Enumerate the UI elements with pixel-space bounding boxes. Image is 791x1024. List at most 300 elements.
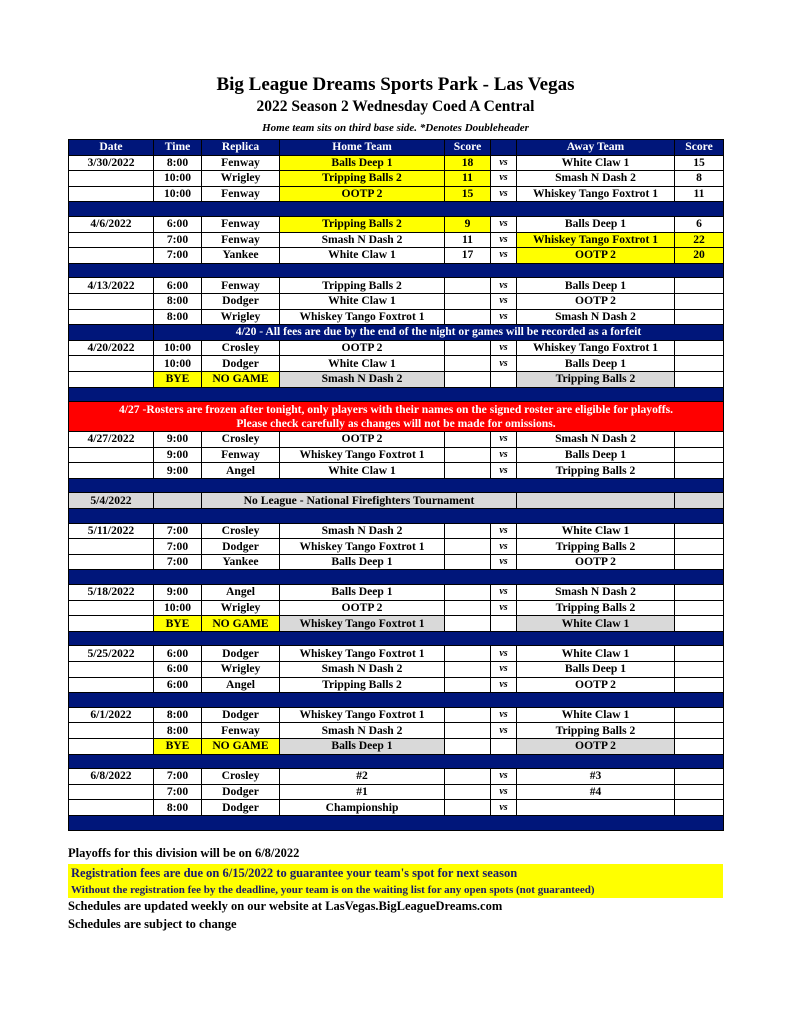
home-team-cell: Smash N Dash 2 — [280, 232, 445, 248]
spacer-row — [69, 815, 724, 830]
blank-cell — [517, 493, 675, 509]
replica-cell: Wrigley — [202, 600, 280, 616]
game-row — [69, 723, 724, 739]
vs-cell: vs — [491, 309, 517, 325]
alert-line-2: Please check carefully as changes will not be made for omissions. — [236, 416, 556, 430]
date-cell — [69, 463, 154, 479]
time-cell: 9:00 — [154, 432, 202, 448]
blank-cell — [154, 493, 202, 509]
home-team-cell: OOTP 2 — [280, 432, 445, 448]
col-header-replica: Replica — [202, 140, 280, 156]
blank-cell — [491, 616, 517, 632]
home-score-cell: 9 — [445, 216, 491, 232]
replica-cell: Dodger — [202, 784, 280, 800]
replica-cell: Dodger — [202, 539, 280, 555]
time-cell: 7:00 — [154, 232, 202, 248]
away-score-cell — [675, 447, 724, 463]
game-row — [69, 432, 724, 448]
replica-cell: Crosley — [202, 340, 280, 356]
spacer-row — [69, 202, 724, 217]
away-team-cell: Tripping Balls 2 — [517, 600, 675, 616]
blank-cell — [675, 371, 724, 387]
home-team-cell: Whiskey Tango Foxtrot 1 — [280, 646, 445, 662]
home-score-cell — [445, 723, 491, 739]
vs-cell: vs — [491, 293, 517, 309]
game-row — [69, 769, 724, 785]
game-row — [69, 216, 724, 232]
home-team-cell: Balls Deep 1 — [280, 155, 445, 171]
game-row — [69, 171, 724, 187]
date-cell: 5/25/2022 — [69, 646, 154, 662]
date-cell: 5/18/2022 — [69, 585, 154, 601]
col-header-vs — [491, 140, 517, 156]
replica-cell: Fenway — [202, 278, 280, 294]
col-header-away-score: Score — [675, 140, 724, 156]
time-cell: 6:00 — [154, 278, 202, 294]
time-cell: 7:00 — [154, 784, 202, 800]
home-score-cell: 17 — [445, 248, 491, 264]
time-cell: 7:00 — [154, 523, 202, 539]
blank-cell — [491, 371, 517, 387]
time-cell: 8:00 — [154, 309, 202, 325]
away-team-cell: Balls Deep 1 — [517, 356, 675, 372]
replica-cell: Wrigley — [202, 662, 280, 678]
game-row — [69, 646, 724, 662]
time-cell: 10:00 — [154, 356, 202, 372]
time-cell: 9:00 — [154, 463, 202, 479]
game-row — [69, 278, 724, 294]
date-cell: 4/6/2022 — [69, 216, 154, 232]
vs-cell: vs — [491, 232, 517, 248]
away-score-cell — [675, 309, 724, 325]
date-cell — [69, 356, 154, 372]
away-score-cell: 11 — [675, 186, 724, 202]
replica-cell: Fenway — [202, 186, 280, 202]
time-cell: 6:00 — [154, 646, 202, 662]
home-score-cell — [445, 523, 491, 539]
bye-label: BYE — [154, 371, 202, 387]
no-game-label: NO GAME — [202, 371, 280, 387]
away-score-cell — [675, 662, 724, 678]
spacer-row — [69, 509, 724, 524]
date-cell — [69, 662, 154, 678]
time-cell: 9:00 — [154, 447, 202, 463]
home-score-cell — [445, 646, 491, 662]
col-header-home-score: Score — [445, 140, 491, 156]
bye-row — [69, 738, 724, 754]
home-score-cell — [445, 769, 491, 785]
time-cell: 9:00 — [154, 585, 202, 601]
replica-cell: Angel — [202, 585, 280, 601]
time-cell: 7:00 — [154, 539, 202, 555]
blank-cell — [675, 616, 724, 632]
vs-cell: vs — [491, 769, 517, 785]
home-score-cell — [445, 356, 491, 372]
spacer-cell — [69, 387, 724, 402]
bye-team: OOTP 2 — [517, 738, 675, 754]
away-score-cell — [675, 278, 724, 294]
away-team-cell: White Claw 1 — [517, 523, 675, 539]
replica-cell: Fenway — [202, 232, 280, 248]
date-cell — [69, 800, 154, 816]
away-team-cell: Smash N Dash 2 — [517, 432, 675, 448]
away-team-cell: White Claw 1 — [517, 646, 675, 662]
home-score-cell — [445, 707, 491, 723]
away-score-cell: 22 — [675, 232, 724, 248]
away-score-cell: 20 — [675, 248, 724, 264]
vs-cell: vs — [491, 186, 517, 202]
replica-cell: Fenway — [202, 447, 280, 463]
home-score-cell — [445, 293, 491, 309]
time-cell: 10:00 — [154, 171, 202, 187]
game-row — [69, 309, 724, 325]
vs-cell: vs — [491, 356, 517, 372]
away-score-cell: 6 — [675, 216, 724, 232]
vs-cell: vs — [491, 216, 517, 232]
vs-cell: vs — [491, 585, 517, 601]
vs-cell: vs — [491, 340, 517, 356]
home-team-cell: Whiskey Tango Foxtrot 1 — [280, 707, 445, 723]
away-team-cell: Balls Deep 1 — [517, 278, 675, 294]
away-team-cell: Balls Deep 1 — [517, 447, 675, 463]
away-score-cell — [675, 539, 724, 555]
bye-team: White Claw 1 — [517, 616, 675, 632]
home-team-cell: OOTP 2 — [280, 600, 445, 616]
spacer-cell — [69, 570, 724, 585]
away-score-cell — [675, 677, 724, 693]
spacer-row — [69, 570, 724, 585]
game-row — [69, 585, 724, 601]
time-cell: 8:00 — [154, 723, 202, 739]
date-cell: 3/30/2022 — [69, 155, 154, 171]
date-cell — [69, 171, 154, 187]
away-score-cell — [675, 723, 724, 739]
away-team-cell: OOTP 2 — [517, 293, 675, 309]
date-cell — [69, 186, 154, 202]
home-team-cell: Whiskey Tango Foxtrot 1 — [280, 447, 445, 463]
away-score-cell — [675, 769, 724, 785]
away-team-cell: Whiskey Tango Foxtrot 1 — [517, 340, 675, 356]
blank-cell — [445, 616, 491, 632]
home-team-cell: Tripping Balls 2 — [280, 171, 445, 187]
away-score-cell — [675, 800, 724, 816]
spacer-cell — [69, 815, 724, 830]
home-team-cell: Tripping Balls 2 — [280, 677, 445, 693]
home-team-cell: White Claw 1 — [280, 463, 445, 479]
replica-cell: Dodger — [202, 356, 280, 372]
schedule-table — [68, 139, 724, 831]
date-cell: 6/1/2022 — [69, 707, 154, 723]
home-score-cell — [445, 447, 491, 463]
away-team-cell: Balls Deep 1 — [517, 662, 675, 678]
away-team-cell: OOTP 2 — [517, 554, 675, 570]
replica-cell: Dodger — [202, 293, 280, 309]
home-score-cell: 11 — [445, 232, 491, 248]
replica-cell: Yankee — [202, 554, 280, 570]
blank-cell — [675, 493, 724, 509]
game-row — [69, 539, 724, 555]
spacer-cell — [69, 263, 724, 278]
home-team-cell: Championship — [280, 800, 445, 816]
game-row — [69, 232, 724, 248]
replica-cell: Crosley — [202, 769, 280, 785]
home-score-cell — [445, 585, 491, 601]
date-cell — [69, 723, 154, 739]
time-cell: 6:00 — [154, 677, 202, 693]
spacer-cell — [69, 693, 724, 708]
away-score-cell — [675, 523, 724, 539]
home-score-cell — [445, 800, 491, 816]
bye-team: Balls Deep 1 — [280, 738, 445, 754]
away-team-cell: Smash N Dash 2 — [517, 585, 675, 601]
replica-cell: Dodger — [202, 707, 280, 723]
home-score-cell — [445, 662, 491, 678]
blank-cell — [491, 738, 517, 754]
game-row — [69, 356, 724, 372]
away-team-cell: Whiskey Tango Foxtrot 1 — [517, 232, 675, 248]
away-score-cell — [675, 432, 724, 448]
date-cell — [69, 600, 154, 616]
vs-cell: vs — [491, 723, 517, 739]
away-team-cell: Tripping Balls 2 — [517, 463, 675, 479]
home-score-cell — [445, 784, 491, 800]
vs-cell: vs — [491, 707, 517, 723]
home-team-cell: OOTP 2 — [280, 186, 445, 202]
spacer-cell — [69, 202, 724, 217]
subject-to-change-note: Schedules are subject to change — [68, 917, 237, 931]
replica-cell: Fenway — [202, 155, 280, 171]
vs-cell: vs — [491, 784, 517, 800]
home-team-cell: White Claw 1 — [280, 356, 445, 372]
game-row — [69, 447, 724, 463]
away-team-cell: White Claw 1 — [517, 155, 675, 171]
replica-cell: Yankee — [202, 248, 280, 264]
date-cell: 4/20/2022 — [69, 340, 154, 356]
away-team-cell: OOTP 2 — [517, 248, 675, 264]
time-cell: 8:00 — [154, 707, 202, 723]
home-score-cell — [445, 278, 491, 294]
game-row — [69, 155, 724, 171]
home-team-cell: Smash N Dash 2 — [280, 662, 445, 678]
away-team-cell: Balls Deep 1 — [517, 216, 675, 232]
vs-cell: vs — [491, 800, 517, 816]
away-team-cell: #4 — [517, 784, 675, 800]
away-score-cell — [675, 293, 724, 309]
date-cell — [69, 371, 154, 387]
date-cell: 4/27/2022 — [69, 432, 154, 448]
vs-cell: vs — [491, 677, 517, 693]
bye-team: Whiskey Tango Foxtrot 1 — [280, 616, 445, 632]
home-score-cell — [445, 309, 491, 325]
home-score-cell: 11 — [445, 171, 491, 187]
table-header-row — [69, 140, 724, 156]
vs-cell: vs — [491, 248, 517, 264]
home-score-cell — [445, 539, 491, 555]
page-note: Home team sits on third base side. *Denotes Doubleheader — [262, 122, 529, 134]
vs-cell: vs — [491, 171, 517, 187]
blank-cell — [445, 371, 491, 387]
spacer-row — [69, 387, 724, 402]
col-header-home-team: Home Team — [280, 140, 445, 156]
date-cell: 4/13/2022 — [69, 278, 154, 294]
date-cell — [69, 677, 154, 693]
no-league-text: No League - National Firefighters Tournament — [202, 493, 517, 509]
time-cell: 8:00 — [154, 800, 202, 816]
home-team-cell: Balls Deep 1 — [280, 554, 445, 570]
game-row — [69, 800, 724, 816]
replica-cell: Angel — [202, 463, 280, 479]
spacer-cell — [69, 631, 724, 646]
spacer-row — [69, 754, 724, 769]
spacer-cell — [69, 754, 724, 769]
alert-row — [69, 402, 724, 432]
game-row — [69, 463, 724, 479]
away-score-cell — [675, 585, 724, 601]
away-team-cell: Tripping Balls 2 — [517, 723, 675, 739]
replica-cell: Crosley — [202, 432, 280, 448]
registration-note: Registration fees are due on 6/15/2022 to guarantee your team's spot for next season — [68, 864, 723, 883]
date-cell — [69, 447, 154, 463]
col-header-date: Date — [69, 140, 154, 156]
website-note: Schedules are updated weekly on our website at LasVegas.BigLeagueDreams.com — [68, 899, 503, 913]
home-team-cell: OOTP 2 — [280, 340, 445, 356]
away-score-cell: 8 — [675, 171, 724, 187]
away-team-cell: OOTP 2 — [517, 677, 675, 693]
replica-cell: Dodger — [202, 800, 280, 816]
notice-blank-cell — [69, 325, 154, 341]
home-team-cell: Smash N Dash 2 — [280, 523, 445, 539]
bye-label: BYE — [154, 738, 202, 754]
home-team-cell: Whiskey Tango Foxtrot 1 — [280, 309, 445, 325]
away-team-cell: Whiskey Tango Foxtrot 1 — [517, 186, 675, 202]
alert-cell — [69, 402, 724, 432]
home-score-cell — [445, 600, 491, 616]
date-cell — [69, 616, 154, 632]
spacer-cell — [69, 478, 724, 493]
home-score-cell — [445, 677, 491, 693]
spacer-row — [69, 478, 724, 493]
time-cell: 7:00 — [154, 769, 202, 785]
away-score-cell — [675, 784, 724, 800]
date-cell — [69, 309, 154, 325]
vs-cell: vs — [491, 646, 517, 662]
away-score-cell — [675, 600, 724, 616]
replica-cell: Wrigley — [202, 309, 280, 325]
game-row — [69, 600, 724, 616]
home-score-cell — [445, 554, 491, 570]
home-score-cell — [445, 340, 491, 356]
date-cell — [69, 248, 154, 264]
home-team-cell: White Claw 1 — [280, 293, 445, 309]
bye-team: Tripping Balls 2 — [517, 371, 675, 387]
bye-row — [69, 616, 724, 632]
game-row — [69, 523, 724, 539]
time-cell: 7:00 — [154, 554, 202, 570]
away-team-cell: #3 — [517, 769, 675, 785]
time-cell: 10:00 — [154, 186, 202, 202]
col-header-time: Time — [154, 140, 202, 156]
vs-cell: vs — [491, 523, 517, 539]
spacer-row — [69, 693, 724, 708]
date-cell — [69, 293, 154, 309]
home-team-cell: Tripping Balls 2 — [280, 216, 445, 232]
away-team-cell: Tripping Balls 2 — [517, 539, 675, 555]
away-score-cell — [675, 646, 724, 662]
game-row — [69, 707, 724, 723]
game-row — [69, 677, 724, 693]
vs-cell: vs — [491, 278, 517, 294]
time-cell: 10:00 — [154, 600, 202, 616]
date-cell: 6/8/2022 — [69, 769, 154, 785]
time-cell: 7:00 — [154, 248, 202, 264]
no-league-row — [69, 493, 724, 509]
replica-cell: Crosley — [202, 523, 280, 539]
home-team-cell: Smash N Dash 2 — [280, 723, 445, 739]
bye-label: BYE — [154, 616, 202, 632]
away-score-cell — [675, 340, 724, 356]
home-team-cell: Tripping Balls 2 — [280, 278, 445, 294]
game-row — [69, 293, 724, 309]
bye-team: Smash N Dash 2 — [280, 371, 445, 387]
waiting-list-note: Without the registration fee by the deadline, your team is on the waiting list for any open spots (not guaranteed) — [68, 882, 723, 898]
home-score-cell — [445, 463, 491, 479]
vs-cell: vs — [491, 600, 517, 616]
bye-row — [69, 371, 724, 387]
time-cell: 8:00 — [154, 155, 202, 171]
game-row — [69, 186, 724, 202]
replica-cell: Angel — [202, 677, 280, 693]
away-score-cell — [675, 463, 724, 479]
replica-cell: Fenway — [202, 723, 280, 739]
replica-cell: Fenway — [202, 216, 280, 232]
away-score-cell — [675, 356, 724, 372]
away-score-cell — [675, 554, 724, 570]
date-cell — [69, 539, 154, 555]
no-game-label: NO GAME — [202, 616, 280, 632]
home-score-cell — [445, 432, 491, 448]
away-team-cell — [517, 800, 675, 816]
time-cell: 10:00 — [154, 340, 202, 356]
no-game-label: NO GAME — [202, 738, 280, 754]
away-score-cell — [675, 707, 724, 723]
away-score-cell: 15 — [675, 155, 724, 171]
home-team-cell: #1 — [280, 784, 445, 800]
away-team-cell: White Claw 1 — [517, 707, 675, 723]
vs-cell: vs — [491, 463, 517, 479]
vs-cell: vs — [491, 662, 517, 678]
game-row — [69, 662, 724, 678]
spacer-row — [69, 263, 724, 278]
notice-text: 4/20 - All fees are due by the end of the night or games will be recorded as a forfeit — [154, 325, 724, 341]
home-team-cell: Whiskey Tango Foxtrot 1 — [280, 539, 445, 555]
vs-cell: vs — [491, 155, 517, 171]
col-header-away-team: Away Team — [517, 140, 675, 156]
date-cell — [69, 784, 154, 800]
blank-cell — [445, 738, 491, 754]
game-row — [69, 784, 724, 800]
page-subtitle: 2022 Season 2 Wednesday Coed A Central — [256, 98, 535, 115]
date-cell — [69, 554, 154, 570]
vs-cell: vs — [491, 447, 517, 463]
time-cell: 6:00 — [154, 216, 202, 232]
page-title: Big League Dreams Sports Park - Las Vegas — [216, 74, 575, 95]
date-cell: 5/11/2022 — [69, 523, 154, 539]
replica-cell: Wrigley — [202, 171, 280, 187]
game-row — [69, 248, 724, 264]
home-team-cell: #2 — [280, 769, 445, 785]
away-team-cell: Smash N Dash 2 — [517, 171, 675, 187]
time-cell: 6:00 — [154, 662, 202, 678]
